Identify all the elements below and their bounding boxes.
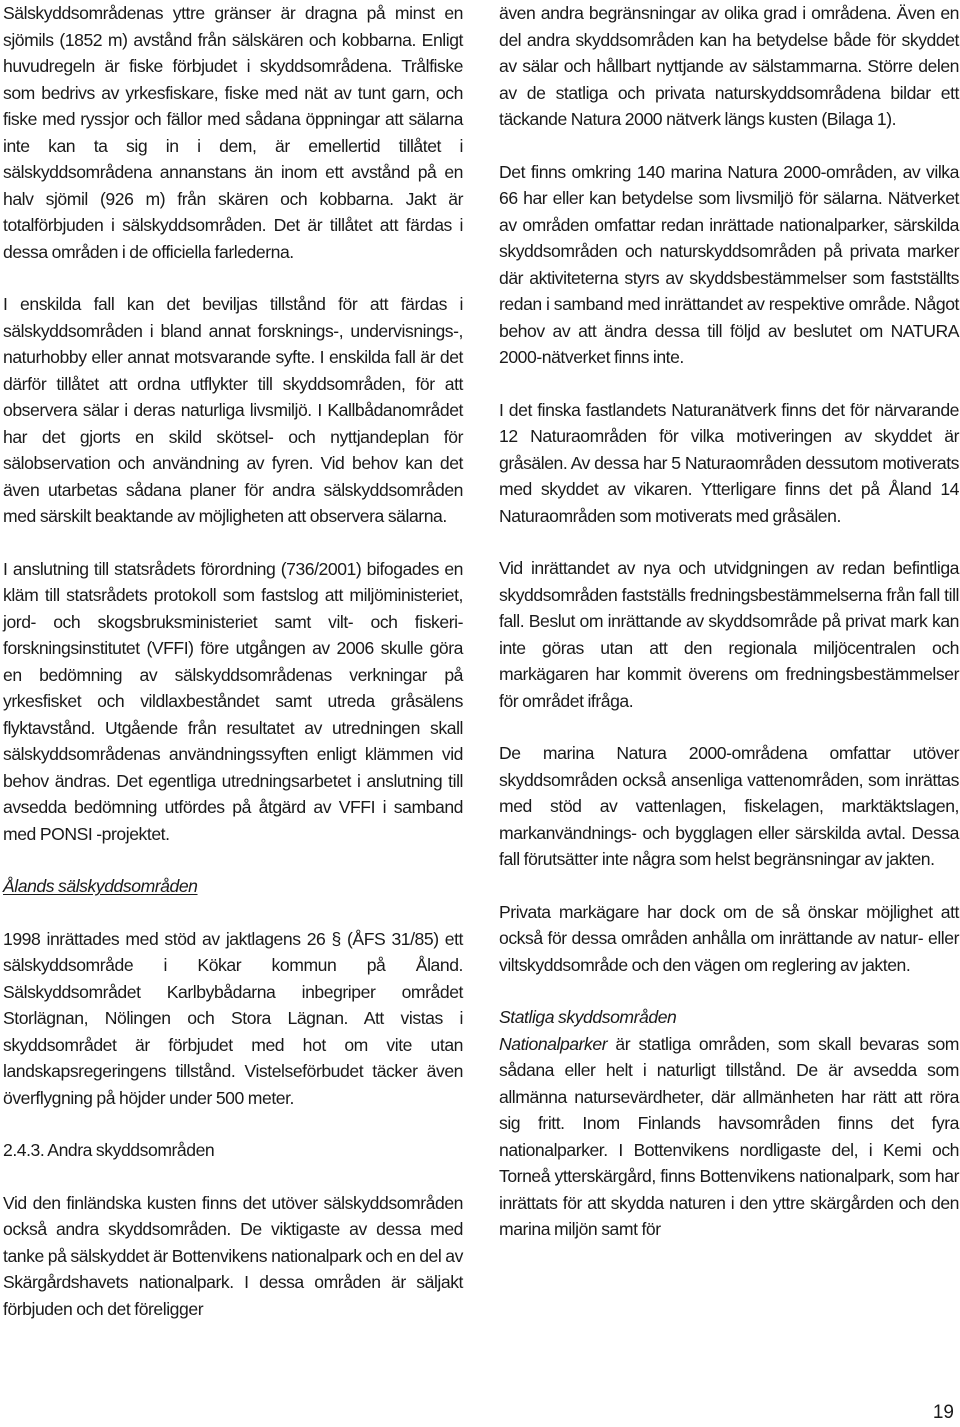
left-column xyxy=(3,0,463,1322)
paragraph-water-areas: De marina Natura 2000-områdena omfattar utöver skyddsområden också ansenliga vattenområden, som inrättas med stöd av vattenlagen, fiskelagen, marktäktslagen, markanvändnings- och bygglagen eller särskilda avtal. Dessa fall förutsätter inte några som helst begränsningar av jakten. xyxy=(499,743,959,869)
term-nationalparker: Nationalparker xyxy=(499,1033,608,1054)
heading-aland-seal-areas: Ålands sälskyddsområden xyxy=(3,876,198,896)
paragraph-national-parks-text: är statliga områden, som skall bevaras som sådana eller helt i naturligt tillstånd. De är avsedda som allmänna natursevärdheter, där allmänheten har rätt att röra sig fritt. Inom Finlands havsområden finns det fyra nationalparker. I Bottenvikens nordligaste del, i Kemi och Torneå ytterskärgård, finns Bottenvikens nationalpark, som har inrättats för att skydda naturen i den yttre skärgården och den marina miljön samt för xyxy=(499,1033,959,1239)
page-number: 19 xyxy=(932,1402,954,1423)
paragraph-seal-protection-limits: Sälskyddsområdenas yttre gränser är dragna på minst en sjömils (1852 m) avstånd från sälskären och kobbarna. Enligt huvudregeln är fiske förbjudet i skyddsområdena. Trålfiske som bedrivs av yrkesfiskare, fiske med nät av tunt garn, och fiske med ryssjor och fällor med sådana öppningar att sälarna inte kan ta sig in i dem, är emellertid tillåtet i sälskyddsområdena annanstans än inom ett avstånd på en halv sjömil (926 m) från skären och kobbarna. Jakt är totalförbjuden i sälskyddsområden. Det är tillåtet att färdas i dessa områden i de officiella farlederna. xyxy=(3,3,463,262)
paragraph-natura-network: även andra begränsningar av olika grad i områdena. Även en del andra skyddsområden kan ha betydelse både för skyddet av sälar och hållbart nyttjande av sälstammarna. Större delen av de statliga och privata naturskyddsområdena bildar ett täckande Natura 2000 nätverk längs kusten (Bilaga 1). xyxy=(499,3,959,129)
paragraph-marine-natura-areas: Det finns omkring 140 marina Natura 2000-områden, av vilka 66 har eller kan betydelse som livsmiljö för sälarna. Nätverket av områden omfattar redan inrättade nationalparker, särskilda skyddsområden och naturskyddsområden på privata marker där aktiviteterna styrs av skyddsbestämmelser som fastställts redan i samband med inrättandet av respektive område. Något behov av att ändra dessa till följd av beslutet om NATURA 2000-nätverket finns inte. xyxy=(499,161,959,367)
paragraph-new-areas: Vid inrättandet av nya och utvidgningen av redan befintliga skyddsområden fastställs fredningsbestämmelserna från fall till fall. Beslut om inrättande av skyddsområde på privat mark kan inte göras utan att den regionala miljöcentralen och markägaren har kommit överens om fredningsbestämmelser för området ifråga. xyxy=(499,558,959,711)
heading-state-protected-areas: Statliga skyddsområden xyxy=(499,1007,677,1027)
right-column xyxy=(499,0,959,1243)
section-heading-other-protected-areas: 2.4.3. Andra skyddsområden xyxy=(3,1140,215,1160)
paragraph-private-landowners: Privata markägare har dock om de så önskar möjlighet att också för dessa områden anhålla om inrättande av natur- eller viltskyddsområde och den vägen om reglering av jakten. xyxy=(499,901,959,975)
paragraph-permits: I enskilda fall kan det beviljas tillstånd för att färdas i sälskyddsområden i bland annat forsknings-, undervisnings-, naturhobby eller annat motsvarande syfte. I enskilda fall är det därför tillåtet att ordna utflykter till skyddsområden, för att observera sälar i deras naturliga livsmiljö. I Kallbådanområdet har det gjorts en skild skötsel- och nyttjandeplan för sälobservation och användning av fyren. Vid behov kan det även utarbetas sådana planer för andra sälskyddsområden med särskilt beaktande av möjligheten att observera sälarna. xyxy=(3,294,463,526)
paragraph-regulation-736: I anslutning till statsrådets förordning (736/2001) bifogades en kläm till statsrådets protokoll som fastslog att miljöministeriet, jord- och skogsbruksministeriet samt vilt- och fiskeri-forskningsinstitutet (VFFI) före utgången av 2006 skulle göra en bedömning av sälskyddsområdenas verkningar på yrkesfisket och vildlaxbeståndet samt utreda gråsälens flyktavstånd. Utgående från resultatet av utredningen skall sälskyddsområdenas användningssyften enligt klämmen vid behov ändras. Det egentliga utredningsarbetet i anslutning till avsedda bedömning utfördes på åtgärd av VFFI i samband med PONSI -projektet. xyxy=(3,558,463,844)
paragraph-aland: 1998 inrättades med stöd av jaktlagens 26 § (ÅFS 31/85) ett sälskyddsområde i Kökar kommun på Åland. Sälskyddsområdet Karlbybådarna inbegriper området Storlägnan, Nölingen och Stora Lägnan. Att vistas i skyddsområdet är förbjudet med hot om vite utan landskapsregeringens tillstånd. Vistelseförbudet täcker även överflygning på höjder under 500 meter. xyxy=(3,928,463,1108)
paragraph-other-areas: Vid den finländska kusten finns det utöver sälskyddsområden också andra skyddsområden. De viktigaste av dessa med tanke på sälskyddet är Bottenvikens nationalpark och en del av Skärgårdshavets nationalpark. I dessa områden är säljakt förbjuden och det föreligger xyxy=(3,1192,463,1319)
paragraph-national-parks xyxy=(499,1031,959,1243)
paragraph-mainland-natura: I det finska fastlandets Naturanätverk finns det för närvarande 12 Naturaområden för vilka motiveringen av skyddet är gråsälen. Av dessa har 5 Naturaområden dessutom motiverats med skyddet av vikaren. Ytterligare finns det på Åland 14 Naturaområden som motiverats med gråsälen. xyxy=(499,399,959,526)
